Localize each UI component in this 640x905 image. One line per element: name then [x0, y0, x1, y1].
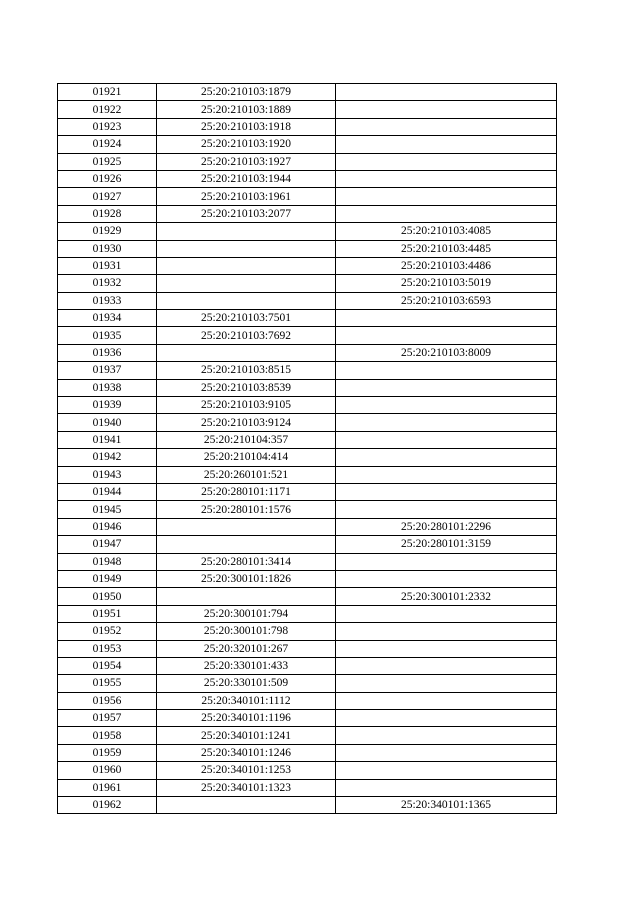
- cadastral-number-alt-cell: [336, 362, 557, 379]
- cadastral-number-alt-cell: [336, 692, 557, 709]
- table-row: [58, 623, 557, 640]
- row-number-cell: 01933: [58, 292, 157, 309]
- cadastral-number-cell: 25:20:260101:521: [157, 466, 336, 483]
- row-number-cell: 01952: [58, 623, 157, 640]
- cadastral-number-cell: 25:20:210103:9105: [157, 397, 336, 414]
- table-row: [58, 397, 557, 414]
- cadastral-number-cell: 25:20:210103:1879: [157, 84, 336, 101]
- table-row: [58, 414, 557, 431]
- table-row: [58, 727, 557, 744]
- cadastral-number-alt-cell: [336, 501, 557, 518]
- row-number-cell: 01935: [58, 327, 157, 344]
- cadastral-number-cell: 25:20:210103:2077: [157, 205, 336, 222]
- table-row: [58, 605, 557, 622]
- cadastral-number-alt-cell: [336, 710, 557, 727]
- cadastral-number-cell: [157, 588, 336, 605]
- cadastral-number-alt-cell: [336, 449, 557, 466]
- row-number-cell: 01943: [58, 466, 157, 483]
- row-number-cell: 01960: [58, 762, 157, 779]
- table-row: [58, 275, 557, 292]
- cadastral-number-alt-cell: [336, 84, 557, 101]
- cadastral-number-cell: 25:20:210103:8539: [157, 379, 336, 396]
- row-number-cell: 01951: [58, 605, 157, 622]
- cadastral-number-cell: 25:20:320101:267: [157, 640, 336, 657]
- row-number-cell: 01938: [58, 379, 157, 396]
- cadastral-number-alt-cell: [336, 640, 557, 657]
- row-number-cell: 01948: [58, 553, 157, 570]
- table-row: [58, 762, 557, 779]
- cadastral-number-cell: [157, 275, 336, 292]
- table-row: [58, 327, 557, 344]
- row-number-cell: 01922: [58, 101, 157, 118]
- cadastral-number-cell: [157, 344, 336, 361]
- table-row: [58, 240, 557, 257]
- cadastral-number-alt-cell: [336, 657, 557, 674]
- row-number-cell: 01942: [58, 449, 157, 466]
- table-row: [58, 101, 557, 118]
- row-number-cell: 01940: [58, 414, 157, 431]
- cadastral-number-alt-cell: [336, 675, 557, 692]
- row-number-cell: 01950: [58, 588, 157, 605]
- row-number-cell: 01958: [58, 727, 157, 744]
- cadastral-number-cell: 25:20:330101:509: [157, 675, 336, 692]
- cadastral-number-alt-cell: [336, 170, 557, 187]
- cadastral-number-cell: [157, 240, 336, 257]
- cadastral-number-alt-cell: [336, 310, 557, 327]
- cadastral-number-alt-cell: 25:20:210103:4085: [336, 223, 557, 240]
- table-row: [58, 223, 557, 240]
- table-row: [58, 675, 557, 692]
- row-number-cell: 01936: [58, 344, 157, 361]
- cadastral-number-alt-cell: [336, 327, 557, 344]
- cadastral-number-alt-cell: 25:20:280101:3159: [336, 536, 557, 553]
- row-number-cell: 01961: [58, 779, 157, 796]
- cadastral-number-alt-cell: [336, 188, 557, 205]
- cadastral-number-alt-cell: [336, 101, 557, 118]
- cadastral-number-cell: 25:20:210103:1961: [157, 188, 336, 205]
- row-number-cell: 01931: [58, 257, 157, 274]
- cadastral-number-table: [57, 83, 557, 814]
- cadastral-number-alt-cell: 25:20:280101:2296: [336, 518, 557, 535]
- cadastral-number-alt-cell: [336, 136, 557, 153]
- cadastral-number-cell: 25:20:210104:414: [157, 449, 336, 466]
- row-number-cell: 01941: [58, 431, 157, 448]
- cadastral-number-cell: 25:20:300101:798: [157, 623, 336, 640]
- cadastral-number-cell: 25:20:210103:1918: [157, 118, 336, 135]
- row-number-cell: 01926: [58, 170, 157, 187]
- row-number-cell: 01947: [58, 536, 157, 553]
- cadastral-number-cell: [157, 223, 336, 240]
- row-number-cell: 01955: [58, 675, 157, 692]
- row-number-cell: 01929: [58, 223, 157, 240]
- cadastral-number-alt-cell: 25:20:300101:2332: [336, 588, 557, 605]
- cadastral-number-alt-cell: [336, 483, 557, 500]
- cadastral-number-alt-cell: [336, 779, 557, 796]
- table-row: [58, 483, 557, 500]
- cadastral-number-alt-cell: [336, 570, 557, 587]
- row-number-cell: 01957: [58, 710, 157, 727]
- row-number-cell: 01932: [58, 275, 157, 292]
- row-number-cell: 01956: [58, 692, 157, 709]
- cadastral-number-cell: [157, 536, 336, 553]
- cadastral-number-alt-cell: [336, 623, 557, 640]
- cadastral-number-cell: 25:20:340101:1246: [157, 744, 336, 761]
- row-number-cell: 01921: [58, 84, 157, 101]
- row-number-cell: 01944: [58, 483, 157, 500]
- table-row: [58, 153, 557, 170]
- table-row: [58, 779, 557, 796]
- table-row: [58, 379, 557, 396]
- table-row: [58, 188, 557, 205]
- table-row: [58, 640, 557, 657]
- cadastral-number-alt-cell: [336, 414, 557, 431]
- row-number-cell: 01934: [58, 310, 157, 327]
- table-row: [58, 501, 557, 518]
- cadastral-number-cell: 25:20:340101:1112: [157, 692, 336, 709]
- cadastral-number-cell: 25:20:300101:794: [157, 605, 336, 622]
- row-number-cell: 01962: [58, 797, 157, 814]
- row-number-cell: 01937: [58, 362, 157, 379]
- cadastral-number-alt-cell: [336, 466, 557, 483]
- cadastral-number-cell: 25:20:300101:1826: [157, 570, 336, 587]
- table-row: [58, 344, 557, 361]
- cadastral-number-cell: 25:20:210103:9124: [157, 414, 336, 431]
- table-row: [58, 518, 557, 535]
- row-number-cell: 01954: [58, 657, 157, 674]
- cadastral-number-alt-cell: [336, 727, 557, 744]
- cadastral-number-cell: 25:20:340101:1196: [157, 710, 336, 727]
- cadastral-number-alt-cell: [336, 431, 557, 448]
- cadastral-number-alt-cell: 25:20:210103:6593: [336, 292, 557, 309]
- table-row: [58, 310, 557, 327]
- cadastral-number-cell: 25:20:340101:1253: [157, 762, 336, 779]
- cadastral-number-alt-cell: [336, 605, 557, 622]
- row-number-cell: 01923: [58, 118, 157, 135]
- row-number-cell: 01959: [58, 744, 157, 761]
- table-row: [58, 362, 557, 379]
- cadastral-number-cell: 25:20:280101:1576: [157, 501, 336, 518]
- cadastral-number-cell: 25:20:340101:1241: [157, 727, 336, 744]
- cadastral-number-cell: 25:20:210104:357: [157, 431, 336, 448]
- row-number-cell: 01945: [58, 501, 157, 518]
- row-number-cell: 01930: [58, 240, 157, 257]
- table-row: [58, 257, 557, 274]
- cadastral-number-alt-cell: 25:20:210103:8009: [336, 344, 557, 361]
- cadastral-number-cell: 25:20:210103:8515: [157, 362, 336, 379]
- cadastral-number-alt-cell: [336, 118, 557, 135]
- cadastral-number-cell: [157, 292, 336, 309]
- row-number-cell: 01927: [58, 188, 157, 205]
- cadastral-number-alt-cell: [336, 397, 557, 414]
- cadastral-number-alt-cell: [336, 762, 557, 779]
- table-row: [58, 466, 557, 483]
- cadastral-number-cell: 25:20:210103:7692: [157, 327, 336, 344]
- cadastral-number-cell: 25:20:280101:1171: [157, 483, 336, 500]
- cadastral-number-alt-cell: 25:20:210103:4485: [336, 240, 557, 257]
- table-row: [58, 797, 557, 814]
- row-number-cell: 01925: [58, 153, 157, 170]
- cadastral-number-cell: 25:20:210103:7501: [157, 310, 336, 327]
- cadastral-number-alt-cell: 25:20:340101:1365: [336, 797, 557, 814]
- table-row: [58, 570, 557, 587]
- table-row: [58, 205, 557, 222]
- cadastral-number-cell: 25:20:340101:1323: [157, 779, 336, 796]
- row-number-cell: 01939: [58, 397, 157, 414]
- row-number-cell: 01928: [58, 205, 157, 222]
- cadastral-number-alt-cell: [336, 153, 557, 170]
- table-row: [58, 657, 557, 674]
- cadastral-number-cell: [157, 797, 336, 814]
- cadastral-number-cell: [157, 518, 336, 535]
- table-row: [58, 449, 557, 466]
- table-row: [58, 692, 557, 709]
- cadastral-number-alt-cell: 25:20:210103:4486: [336, 257, 557, 274]
- cadastral-number-cell: 25:20:210103:1920: [157, 136, 336, 153]
- table-row: [58, 136, 557, 153]
- table-row: [58, 553, 557, 570]
- table-row: [58, 84, 557, 101]
- table-row: [58, 710, 557, 727]
- table-row: [58, 170, 557, 187]
- cadastral-number-alt-cell: [336, 205, 557, 222]
- cadastral-number-cell: 25:20:330101:433: [157, 657, 336, 674]
- table-row: [58, 588, 557, 605]
- table-row: [58, 744, 557, 761]
- cadastral-number-cell: 25:20:280101:3414: [157, 553, 336, 570]
- cadastral-number-alt-cell: [336, 379, 557, 396]
- table-row: [58, 118, 557, 135]
- row-number-cell: 01949: [58, 570, 157, 587]
- cadastral-number-alt-cell: [336, 553, 557, 570]
- cadastral-number-cell: 25:20:210103:1944: [157, 170, 336, 187]
- table-row: [58, 292, 557, 309]
- table-body: [58, 84, 557, 814]
- cadastral-number-cell: 25:20:210103:1927: [157, 153, 336, 170]
- row-number-cell: 01953: [58, 640, 157, 657]
- cadastral-number-cell: [157, 257, 336, 274]
- cadastral-number-alt-cell: [336, 744, 557, 761]
- table-row: [58, 431, 557, 448]
- cadastral-number-alt-cell: 25:20:210103:5019: [336, 275, 557, 292]
- table-row: [58, 536, 557, 553]
- row-number-cell: 01946: [58, 518, 157, 535]
- cadastral-number-cell: 25:20:210103:1889: [157, 101, 336, 118]
- row-number-cell: 01924: [58, 136, 157, 153]
